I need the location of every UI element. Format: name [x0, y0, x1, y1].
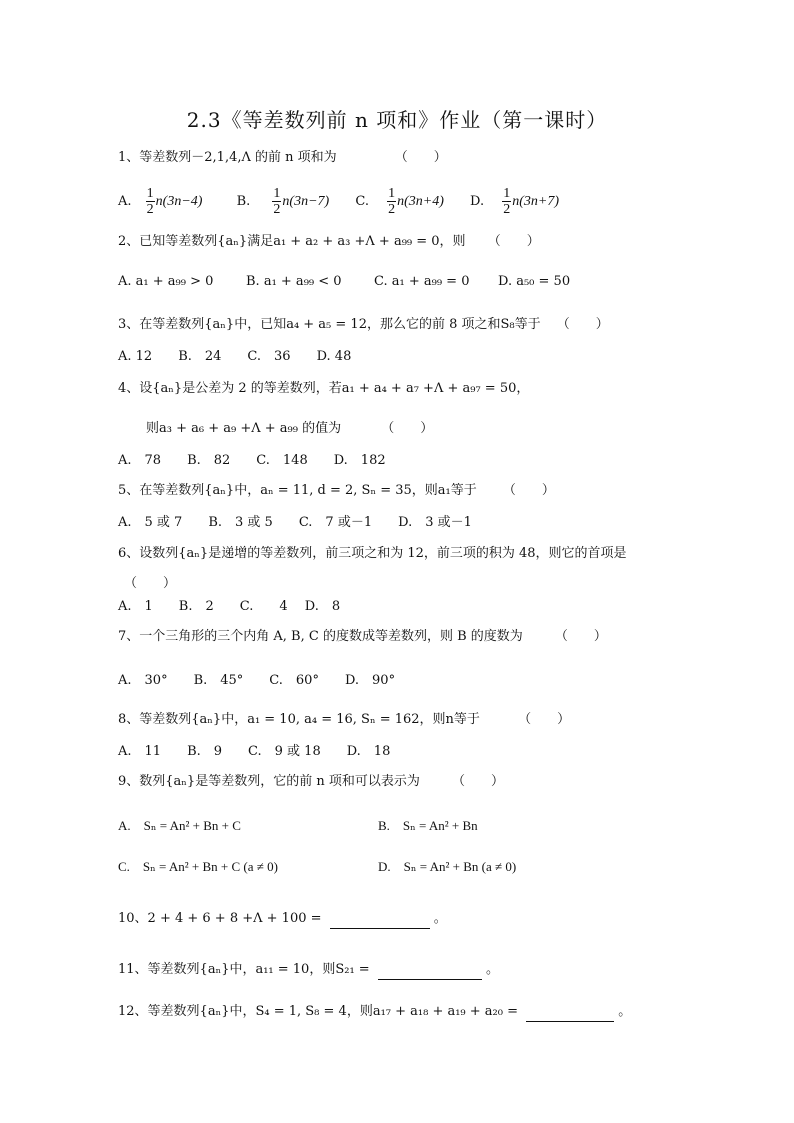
question-4-continued [146, 419, 433, 439]
q2-option-d: D. a₅₀ = 50 [498, 274, 571, 289]
question-1-answer-paren: （ ） [394, 150, 447, 165]
question-8-answer-paren: （ ） [518, 712, 571, 727]
q3-options: A. 12 B. 24 C. 36 D. 48 [118, 349, 352, 364]
q4-options: A. 78 B. 82 C. 148 D. 182 [118, 453, 386, 468]
q9-option-c: C. Sₙ = An² + Bn + C (a ≠ 0) [118, 859, 278, 874]
q1-option-c: C. $\frac{1}{2}$ n(3n+4) [355, 186, 444, 217]
q2-option-a: A. a₁ + a₉₉ > 0 [118, 274, 214, 289]
question-12-stem: 12、等差数列{aₙ}中，S₄ = 1, S₈ = 4，则a₁₇ + a₁₈ + a₁₉ + a₂₀ = [118, 1004, 519, 1019]
q9-option-a: A. Sₙ = An² + Bn + C [118, 818, 241, 833]
question-4: 4、设{aₙ}是公差为 2 的等差数列，若a₁ + a₄ + a₇ +Λ + a₉₇ = 50， [118, 381, 530, 396]
page-title: 2.3《等差数列前 n 项和》作业（第一课时） [186, 108, 608, 132]
question-4-stem2: 则a₃ + a₆ + a₉ +Λ + a₉₉ 的值为 [146, 421, 342, 436]
question-5 [118, 481, 555, 501]
question-1-stem: 1、等差数列－2,1,4,Λ 的前 n 项和为 [118, 150, 337, 165]
q9-option-b: B. Sₙ = An² + Bn [378, 818, 478, 833]
q1-option-d: D. $\frac{1}{2}$ n(3n+7) [470, 186, 560, 217]
q9-option-d: D. Sₙ = An² + Bn (a ≠ 0) [378, 859, 517, 874]
q10-answer-blank[interactable] [330, 913, 430, 929]
q2-option-b: B. a₁ + a₉₉ < 0 [246, 274, 342, 289]
q11-answer-blank[interactable] [378, 964, 482, 980]
question-2-answer-paren: （ ） [487, 234, 540, 249]
question-7-answer-paren: （ ） [554, 629, 607, 644]
question-11: 11、等差数列{aₙ}中，a₁₁ = 10，则S₂₁ = 。 [118, 960, 499, 980]
q12-answer-blank[interactable] [526, 1006, 614, 1022]
question-3 [118, 315, 609, 335]
question-7-stem: 7、一个三角形的三个内角 A, B, C 的度数成等差数列，则 B 的度数为 [118, 629, 523, 644]
question-2 [118, 232, 540, 252]
question-9-stem: 9、数列{aₙ}是等差数列，它的前 n 项和可以表示为 [118, 774, 420, 789]
question-3-answer-paren: （ ） [556, 317, 609, 332]
q6-options: A. 1 B. 2 C. 4 D. 8 [118, 599, 341, 614]
question-10: 10、2 + 4 + 6 + 8 +Λ + 100 = 。 [118, 909, 447, 929]
question-7 [118, 627, 607, 647]
question-5-answer-paren: （ ） [502, 483, 555, 498]
question-6-answer-paren: （ ） [124, 576, 177, 591]
q7-options: A. 30° B. 45° C. 60° D. 90° [118, 673, 396, 688]
question-9 [118, 772, 504, 792]
question-9-answer-paren: （ ） [451, 774, 504, 789]
q2-option-c: C. a₁ + a₉₉ = 0 [374, 274, 470, 289]
question-5-stem: 5、在等差数列{aₙ}中，aₙ = 11, d = 2, Sₙ = 35，则a₁等于 [118, 483, 477, 498]
question-11-stem: 11、等差数列{aₙ}中，a₁₁ = 10，则S₂₁ = [118, 962, 370, 977]
question-1 [118, 148, 447, 168]
question-4-answer-paren: （ ） [381, 421, 434, 436]
question-6: 6、设数列{aₙ}是递增的等差数列，前三项之和为 12，前三项的积为 48，则它的首项是 [118, 546, 627, 561]
question-8-stem: 8、等差数列{aₙ}中，a₁ = 10, a₄ = 16, Sₙ = 162，则n等于 [118, 712, 480, 727]
question-1-options [118, 186, 559, 218]
q1-option-b: B. $\frac{1}{2}$ n(3n−7) [236, 186, 330, 217]
question-2-stem: 2、已知等差数列{aₙ}满足a₁ + a₂ + a₃ +Λ + a₉₉ = 0，则 [118, 234, 466, 249]
q8-options: A. 11 B. 9 C. 9 或 18 D. 18 [118, 744, 391, 759]
question-12: 12、等差数列{aₙ}中，S₄ = 1, S₈ = 4，则a₁₇ + a₁₈ + a₁₉ + a₂₀ = 。 [118, 1002, 631, 1022]
q1-option-a: A. $\frac{1}{2}$ n(3n−4) [118, 186, 203, 217]
question-10-stem: 10、2 + 4 + 6 + 8 +Λ + 100 = [118, 911, 322, 926]
question-3-stem: 3、在等差数列{aₙ}中，已知a₄ + a₅ = 12，那么它的前 8 项之和S₈等于 [118, 317, 541, 332]
question-8 [118, 710, 570, 730]
q5-options: A. 5 或 7 B. 3 或 5 C. 7 或－1 D. 3 或－1 [118, 515, 472, 530]
